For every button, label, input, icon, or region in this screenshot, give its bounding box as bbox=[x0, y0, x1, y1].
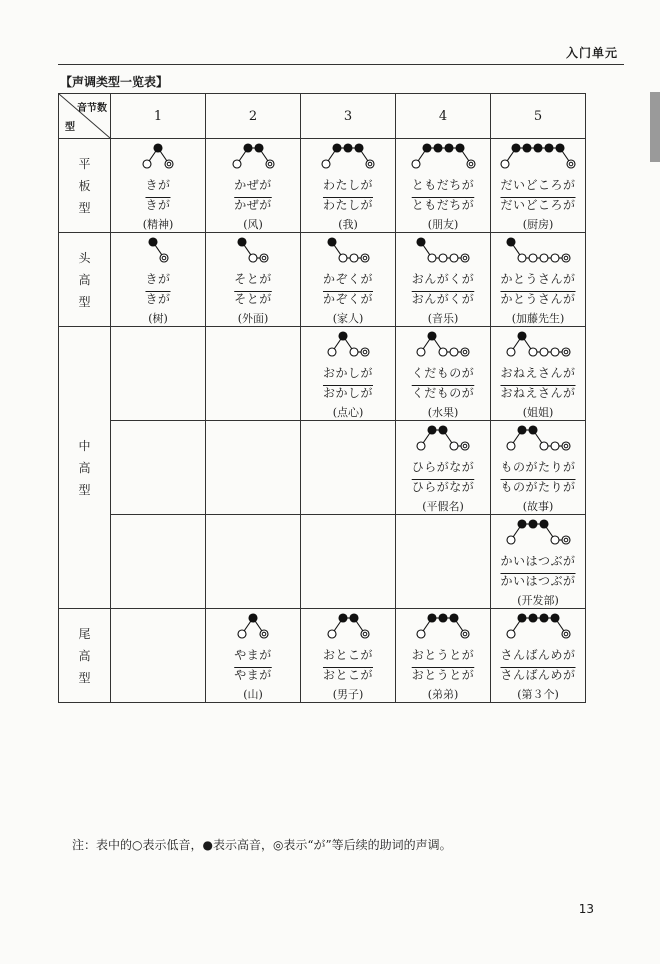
low-pitch-dot bbox=[551, 348, 559, 356]
table-cell bbox=[111, 139, 206, 233]
word-kana: そとが bbox=[234, 272, 272, 286]
word-gloss: (点心) bbox=[332, 406, 364, 419]
table-cell bbox=[396, 609, 491, 703]
low-pitch-dot bbox=[540, 442, 548, 450]
low-pitch-dot bbox=[439, 348, 447, 356]
corner-cell bbox=[59, 94, 111, 139]
high-pitch-dot bbox=[333, 144, 341, 152]
column-header-2: 2 bbox=[206, 94, 301, 139]
header-rule bbox=[58, 64, 624, 65]
word-gloss: (平假名) bbox=[422, 500, 464, 513]
table-cell bbox=[491, 139, 586, 233]
particle-dot bbox=[562, 254, 570, 262]
high-pitch-dot bbox=[428, 614, 436, 622]
table-cell bbox=[491, 421, 586, 515]
odaka-entry bbox=[491, 609, 585, 702]
word-gloss: (朋友) bbox=[427, 218, 459, 231]
pitch-diagram bbox=[505, 421, 572, 455]
word-kana: おねえさんが bbox=[500, 366, 576, 380]
table-cell bbox=[491, 609, 586, 703]
high-pitch-dot bbox=[534, 144, 542, 152]
pitch-diagram bbox=[505, 609, 572, 643]
high-pitch-dot bbox=[551, 614, 559, 622]
low-pitch-dot bbox=[551, 254, 559, 262]
word-accent-marked: だいどころが bbox=[500, 198, 576, 212]
empty-cell bbox=[206, 421, 301, 515]
low-pitch-dot bbox=[450, 254, 458, 262]
row-nakadaka-2 bbox=[59, 421, 586, 515]
table-cell bbox=[301, 327, 396, 421]
category-char: 平 bbox=[78, 156, 91, 171]
corner-syllable-label: 音节数 bbox=[77, 103, 107, 114]
category-char: 板 bbox=[78, 178, 91, 193]
word-accent-marked: かいはつぶが bbox=[500, 574, 576, 588]
word-accent-marked: おとうとが bbox=[411, 668, 475, 682]
particle-dot bbox=[461, 348, 469, 356]
word-gloss: (家人) bbox=[332, 312, 364, 325]
high-pitch-dot bbox=[518, 426, 526, 434]
atamadaka-entry bbox=[206, 233, 300, 326]
pitch-diagram bbox=[326, 327, 371, 361]
row-nakadaka-1 bbox=[59, 327, 586, 421]
table-cell bbox=[301, 233, 396, 327]
table-cell bbox=[491, 233, 586, 327]
word-kana: やまが bbox=[234, 648, 272, 662]
word-gloss: (第３个) bbox=[517, 688, 559, 701]
word-kana: きが bbox=[145, 178, 171, 192]
particle-dot bbox=[562, 536, 570, 544]
table-cell bbox=[491, 327, 586, 421]
particle-dot bbox=[260, 254, 268, 262]
nakadaka-entry bbox=[491, 421, 585, 514]
empty-cell bbox=[206, 515, 301, 609]
low-pitch-dot bbox=[350, 254, 358, 262]
category-char: 头 bbox=[78, 250, 91, 265]
legend-note: 注：表中的○表示低音，●表示高音，◎表示“が”等后续的助词的声调。 bbox=[72, 838, 452, 852]
table-cell bbox=[206, 139, 301, 233]
high-pitch-dot bbox=[507, 238, 515, 246]
empty-cell bbox=[111, 327, 206, 421]
column-header-3: 3 bbox=[301, 94, 396, 139]
high-pitch-dot bbox=[545, 144, 553, 152]
category-char: 高 bbox=[78, 272, 91, 287]
high-pitch-dot bbox=[439, 614, 447, 622]
pitch-diagram bbox=[505, 515, 572, 549]
low-pitch-dot bbox=[501, 160, 509, 168]
odaka-entry bbox=[206, 609, 300, 702]
atamadaka-entry bbox=[491, 233, 585, 326]
pitch-diagram bbox=[415, 327, 471, 361]
low-pitch-dot bbox=[551, 536, 559, 544]
pitch-diagram bbox=[505, 327, 572, 361]
low-pitch-dot bbox=[417, 630, 425, 638]
particle-dot bbox=[160, 254, 168, 262]
low-pitch-dot bbox=[339, 254, 347, 262]
heiban-entry bbox=[111, 139, 205, 232]
category-char: 中 bbox=[78, 438, 91, 453]
category-odaka bbox=[59, 609, 111, 703]
atamadaka-entry bbox=[301, 233, 395, 326]
word-accent-marked: ともだちが bbox=[411, 198, 475, 212]
word-kana: さんばんめが bbox=[500, 648, 576, 662]
low-pitch-dot bbox=[249, 254, 257, 262]
word-gloss: (水果) bbox=[427, 406, 459, 419]
header-row bbox=[59, 94, 586, 139]
table-cell bbox=[396, 421, 491, 515]
high-pitch-dot bbox=[339, 614, 347, 622]
category-char: 型 bbox=[78, 670, 91, 685]
low-pitch-dot bbox=[143, 160, 151, 168]
pitch-diagram bbox=[320, 139, 376, 173]
particle-dot bbox=[260, 630, 268, 638]
pitch-diagram bbox=[236, 609, 270, 643]
low-pitch-dot bbox=[238, 630, 246, 638]
word-gloss: (精神) bbox=[142, 218, 174, 231]
high-pitch-dot bbox=[518, 332, 526, 340]
particle-dot bbox=[562, 442, 570, 450]
low-pitch-dot bbox=[507, 536, 515, 544]
category-char: 高 bbox=[78, 648, 91, 663]
high-pitch-dot bbox=[328, 238, 336, 246]
word-kana: かぞくが bbox=[322, 272, 373, 286]
particle-dot bbox=[361, 254, 369, 262]
pitch-diagram bbox=[141, 139, 175, 173]
word-gloss: (开发部) bbox=[517, 594, 559, 607]
word-gloss: (厨房) bbox=[522, 218, 554, 231]
empty-cell bbox=[301, 515, 396, 609]
word-gloss: (树) bbox=[148, 312, 168, 325]
high-pitch-dot bbox=[423, 144, 431, 152]
corner-type-label: 型 bbox=[65, 122, 75, 133]
category-nakadaka bbox=[59, 327, 111, 609]
word-kana: きが bbox=[145, 272, 171, 286]
word-kana: ものがたりが bbox=[500, 460, 576, 474]
word-accent-marked: かとうさんが bbox=[500, 292, 576, 306]
low-pitch-dot bbox=[551, 442, 559, 450]
low-pitch-dot bbox=[450, 348, 458, 356]
table-cell bbox=[396, 327, 491, 421]
pitch-diagram bbox=[505, 233, 572, 267]
word-kana: ともだちが bbox=[411, 178, 475, 192]
heiban-entry bbox=[396, 139, 490, 232]
word-kana: だいどころが bbox=[500, 178, 576, 192]
high-pitch-dot bbox=[529, 426, 537, 434]
high-pitch-dot bbox=[339, 332, 347, 340]
pitch-diagram bbox=[236, 233, 270, 267]
low-pitch-dot bbox=[540, 254, 548, 262]
low-pitch-dot bbox=[412, 160, 420, 168]
high-pitch-dot bbox=[428, 332, 436, 340]
tone-type-table bbox=[58, 93, 586, 703]
table-cell bbox=[206, 609, 301, 703]
edge-tab bbox=[650, 92, 660, 162]
atamadaka-entry bbox=[396, 233, 490, 326]
word-accent-marked: おとこが bbox=[322, 668, 373, 682]
word-accent-marked: おねえさんが bbox=[500, 386, 576, 400]
particle-dot bbox=[562, 630, 570, 638]
word-gloss: (男子) bbox=[332, 688, 364, 701]
word-accent-marked: かぞくが bbox=[322, 292, 373, 306]
particle-dot bbox=[266, 160, 274, 168]
low-pitch-dot bbox=[540, 348, 548, 356]
table-cell bbox=[301, 609, 396, 703]
word-accent-marked: やまが bbox=[234, 668, 272, 682]
heiban-entry bbox=[206, 139, 300, 232]
low-pitch-dot bbox=[417, 348, 425, 356]
category-char: 高 bbox=[78, 460, 91, 475]
pitch-diagram bbox=[147, 233, 170, 267]
high-pitch-dot bbox=[238, 238, 246, 246]
high-pitch-dot bbox=[344, 144, 352, 152]
particle-dot bbox=[366, 160, 374, 168]
low-pitch-dot bbox=[328, 630, 336, 638]
odaka-entry bbox=[301, 609, 395, 702]
high-pitch-dot bbox=[540, 520, 548, 528]
high-pitch-dot bbox=[244, 144, 252, 152]
high-pitch-dot bbox=[439, 426, 447, 434]
particle-dot bbox=[361, 630, 369, 638]
particle-dot bbox=[461, 254, 469, 262]
word-kana: かいはつぶが bbox=[500, 554, 576, 568]
word-accent-marked: きが bbox=[145, 198, 171, 212]
word-kana: おとこが bbox=[322, 648, 373, 662]
section-title: 【声调类型一览表】 bbox=[60, 75, 169, 89]
word-accent-marked: わたしが bbox=[322, 198, 373, 212]
column-header-1: 1 bbox=[111, 94, 206, 139]
high-pitch-dot bbox=[428, 426, 436, 434]
word-accent-marked: くだものが bbox=[411, 386, 475, 400]
high-pitch-dot bbox=[450, 614, 458, 622]
word-accent-marked: おかしが bbox=[322, 386, 373, 400]
heiban-entry bbox=[491, 139, 585, 232]
high-pitch-dot bbox=[529, 520, 537, 528]
pitch-diagram bbox=[326, 233, 371, 267]
table-cell bbox=[491, 515, 586, 609]
category-char: 型 bbox=[78, 294, 91, 309]
pitch-diagram bbox=[326, 609, 371, 643]
word-kana: おんがくが bbox=[411, 272, 475, 286]
pitch-diagram bbox=[231, 139, 276, 173]
high-pitch-dot bbox=[149, 238, 157, 246]
row-heiban bbox=[59, 139, 586, 233]
word-accent-marked: ひらがなが bbox=[411, 480, 475, 494]
high-pitch-dot bbox=[434, 144, 442, 152]
word-gloss: (加藤先生) bbox=[511, 312, 565, 325]
high-pitch-dot bbox=[556, 144, 564, 152]
heiban-entry bbox=[301, 139, 395, 232]
table-cell bbox=[206, 233, 301, 327]
word-accent-marked: かぜが bbox=[234, 198, 272, 212]
category-atamadaka bbox=[59, 233, 111, 327]
word-kana: ひらがなが bbox=[411, 460, 475, 474]
atamadaka-entry bbox=[111, 233, 205, 326]
word-gloss: (我) bbox=[338, 218, 358, 231]
low-pitch-dot bbox=[350, 348, 358, 356]
pitch-diagram bbox=[499, 139, 577, 173]
table-cell bbox=[111, 233, 206, 327]
particle-dot bbox=[165, 160, 173, 168]
high-pitch-dot bbox=[518, 614, 526, 622]
odaka-entry bbox=[396, 609, 490, 702]
high-pitch-dot bbox=[355, 144, 363, 152]
word-kana: かぜが bbox=[234, 178, 272, 192]
table-cell bbox=[301, 139, 396, 233]
word-accent-marked: さんばんめが bbox=[500, 668, 576, 682]
low-pitch-dot bbox=[507, 630, 515, 638]
word-gloss: (山) bbox=[243, 688, 263, 701]
empty-cell bbox=[111, 609, 206, 703]
high-pitch-dot bbox=[154, 144, 162, 152]
pitch-diagram bbox=[415, 421, 471, 455]
high-pitch-dot bbox=[417, 238, 425, 246]
particle-dot bbox=[361, 348, 369, 356]
low-pitch-dot bbox=[328, 348, 336, 356]
empty-cell bbox=[206, 327, 301, 421]
low-pitch-dot bbox=[529, 348, 537, 356]
row-odaka bbox=[59, 609, 586, 703]
empty-cell bbox=[111, 421, 206, 515]
table-cell bbox=[396, 139, 491, 233]
low-pitch-dot bbox=[529, 254, 537, 262]
empty-cell bbox=[111, 515, 206, 609]
word-kana: おかしが bbox=[322, 366, 373, 380]
empty-cell bbox=[301, 421, 396, 515]
word-kana: かとうさんが bbox=[500, 272, 576, 286]
pitch-diagram bbox=[410, 139, 477, 173]
nakadaka-entry bbox=[491, 515, 585, 608]
low-pitch-dot bbox=[507, 348, 515, 356]
high-pitch-dot bbox=[350, 614, 358, 622]
word-gloss: (外面) bbox=[237, 312, 269, 325]
low-pitch-dot bbox=[233, 160, 241, 168]
low-pitch-dot bbox=[507, 442, 515, 450]
word-accent-marked: ものがたりが bbox=[500, 480, 576, 494]
column-header-4: 4 bbox=[396, 94, 491, 139]
word-gloss: (故事) bbox=[522, 500, 554, 513]
word-gloss: (弟弟) bbox=[427, 688, 459, 701]
table-cell bbox=[396, 233, 491, 327]
category-heiban bbox=[59, 139, 111, 233]
pitch-diagram bbox=[415, 609, 471, 643]
nakadaka-entry bbox=[396, 421, 490, 514]
page-number: 13 bbox=[578, 902, 594, 916]
word-kana: おとうとが bbox=[411, 648, 475, 662]
word-gloss: (姐姐) bbox=[522, 406, 554, 419]
nakadaka-entry bbox=[491, 327, 585, 420]
empty-cell bbox=[396, 515, 491, 609]
particle-dot bbox=[562, 348, 570, 356]
high-pitch-dot bbox=[518, 520, 526, 528]
high-pitch-dot bbox=[456, 144, 464, 152]
word-gloss: (风) bbox=[243, 218, 263, 231]
category-char: 型 bbox=[78, 482, 91, 497]
word-accent-marked: きが bbox=[145, 292, 171, 306]
particle-dot bbox=[461, 630, 469, 638]
low-pitch-dot bbox=[428, 254, 436, 262]
column-header-5: 5 bbox=[491, 94, 586, 139]
row-atamadaka bbox=[59, 233, 586, 327]
high-pitch-dot bbox=[249, 614, 257, 622]
high-pitch-dot bbox=[445, 144, 453, 152]
high-pitch-dot bbox=[512, 144, 520, 152]
low-pitch-dot bbox=[417, 442, 425, 450]
low-pitch-dot bbox=[450, 442, 458, 450]
particle-dot bbox=[567, 160, 575, 168]
word-accent-marked: おんがくが bbox=[411, 292, 475, 306]
word-accent-marked: そとが bbox=[234, 292, 272, 306]
low-pitch-dot bbox=[518, 254, 526, 262]
low-pitch-dot bbox=[322, 160, 330, 168]
word-kana: くだものが bbox=[411, 366, 475, 380]
particle-dot bbox=[467, 160, 475, 168]
nakadaka-entry bbox=[396, 327, 490, 420]
category-char: 尾 bbox=[78, 626, 91, 641]
row-nakadaka-3 bbox=[59, 515, 586, 609]
category-char: 型 bbox=[78, 200, 91, 215]
pitch-diagram bbox=[415, 233, 471, 267]
word-gloss: (音乐) bbox=[427, 312, 459, 325]
unit-label: 入门单元 bbox=[565, 46, 618, 60]
high-pitch-dot bbox=[523, 144, 531, 152]
nakadaka-entry bbox=[301, 327, 395, 420]
high-pitch-dot bbox=[540, 614, 548, 622]
word-kana: わたしが bbox=[322, 178, 373, 192]
particle-dot bbox=[461, 442, 469, 450]
high-pitch-dot bbox=[255, 144, 263, 152]
high-pitch-dot bbox=[529, 614, 537, 622]
low-pitch-dot bbox=[439, 254, 447, 262]
